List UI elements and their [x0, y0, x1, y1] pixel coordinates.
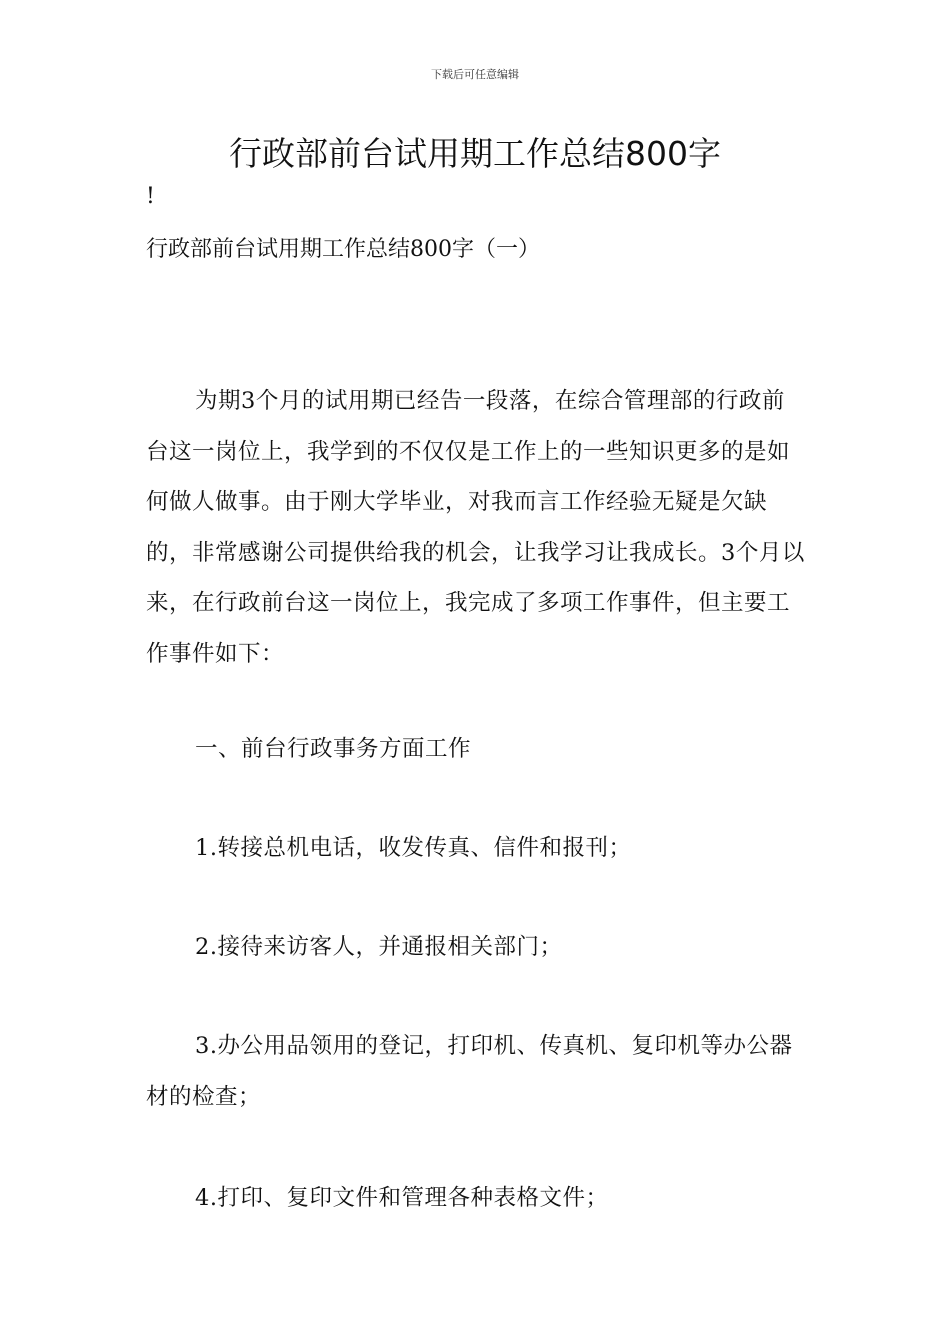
list-item: 4.打印、复印文件和管理各种表格文件； — [195, 1185, 609, 1211]
document-subtitle: 行政部前台试用期工作总结800字（一） — [146, 237, 540, 262]
intro-paragraph: 为期3个月的试用期已经告一段落，在综合管理部的行政前台这一岗位上，我学到的不仅仅是工作上的一些知识更多的是如何做人做事。由于刚大学毕业，对我而言工作经验无疑是欠缺的，非常感谢公司提供给我的机会，让我学习让我成长。3个月以来，在行政前台这一岗位上，我完成了多项工作事件，但主要工作事件如下： — [146, 388, 805, 667]
header-note: 下载后可任意编辑 — [431, 68, 519, 81]
document-title: 行政部前台试用期工作总结800字 — [229, 134, 721, 173]
section-heading: 一、前台行政事务方面工作 — [195, 736, 472, 762]
list-item: 1.转接总机电话，收发传真、信件和报刊； — [195, 835, 632, 861]
list-item: 3.办公用品领用的登记，打印机、传真机、复印机等办公器材的检查； — [146, 1033, 793, 1110]
list-item: 2.接待来访客人，并通报相关部门； — [195, 934, 563, 960]
exclamation-mark: ! — [146, 184, 155, 209]
